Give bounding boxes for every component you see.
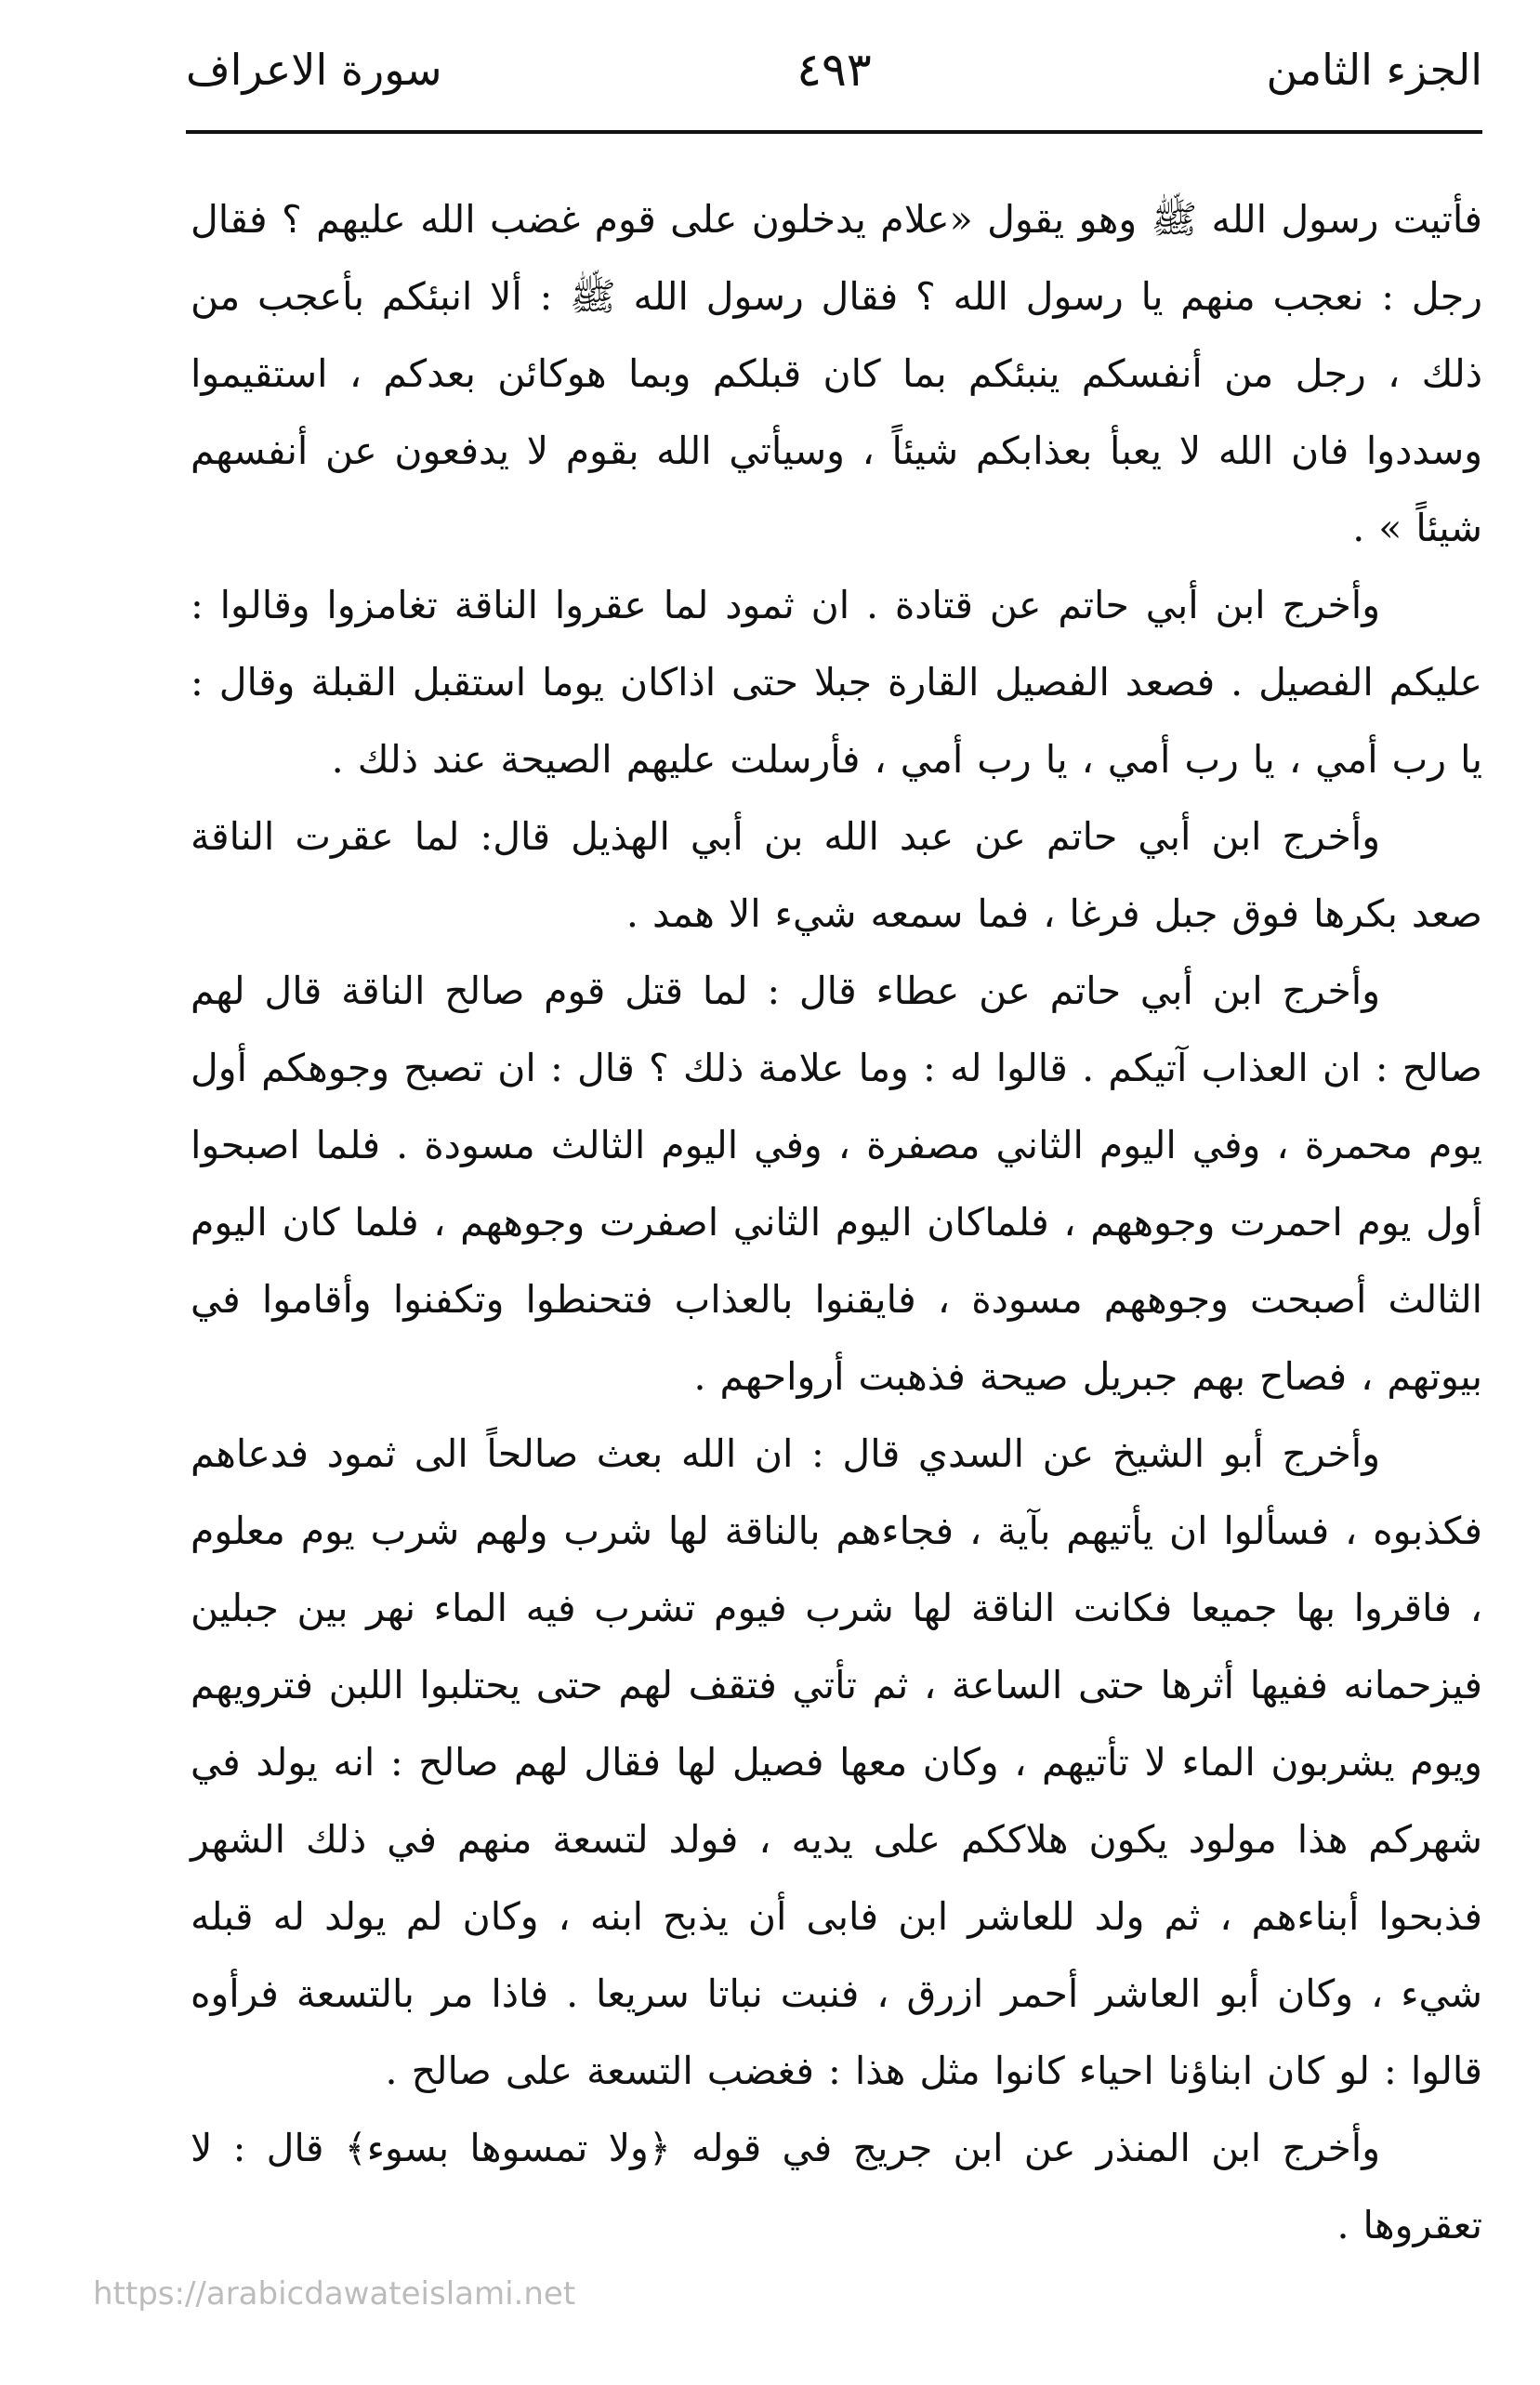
paragraph-ata: وأخرج ابن أبي حاتم عن عطاء قال : لما قتل قوم صالح الناقة قال لهم صالح : ان العذاب آتيكم . قالوا له : وما علامة ذلك ؟ قال : ان تصبح وجوهكم أول يوم محمرة ، وفي اليوم الثاني مصفرة ، وفي اليوم الثالث مسودة . فلما اصبحوا أول يوم احمرت وجوههم ، فلماكان اليوم الثاني اصفرت وجوههم ، فلما كان اليوم الثالث أصبحت وجوههم مسودة ، فايقنوا بالعذاب فتحنطوا وتكفنوا وأقاموا في بيوتهم ، فصاح بهم جبريل صيحة فذهبت أرواحهم . bbox=[191, 968, 1482, 1399]
paragraph-ibn-jurayj: وأخرج ابن المنذر عن ابن جريج في قوله ﴿ولا تمسوها بسوء﴾ قال : لا تعقروها . bbox=[191, 2126, 1482, 2247]
page-number: ٤٩٣ bbox=[796, 43, 872, 97]
paragraph-abu-hudhayl: وأخرج ابن أبي حاتم عن عبد الله بن أبي الهذيل قال: لما عقرت الناقة صعد بكرها فوق جبل فرغا ، فما سمعه شيء الا همد . bbox=[191, 814, 1482, 936]
part-title: الجزء الثامن bbox=[1266, 45, 1482, 95]
paragraph-continuation: فأتيت رسول الله ﷺ وهو يقول «علام يدخلون على قوم غضب الله عليهم ؟ فقال رجل : نعجب منهم يا رسول الله ؟ فقال رسول الله ﷺ : ألا انبئكم بأعجب من ذلك ، رجل من أنفسكم ينبئكم بما كان قبلكم وبما هوكائن بعدكم ، استقيموا وسددوا فان الله لا يعبأ بعذابكم شيئاً ، وسيأتي الله بقوم لا يدفعون عن أنفسهم شيئاً » . bbox=[191, 197, 1482, 550]
paragraph-suddi: وأخرج أبو الشيخ عن السدي قال : ان الله بعث صالحاً الى ثمود فدعاهم فكذبوه ، فسألوا ان يأتيهم بآية ، فجاءهم بالناقة لها شرب ولهم شرب يوم معلوم ، فاقروا بها جميعا فكانت الناقة لها شرب فيوم تشرب فيه الماء نهر بين جبلين فيزحمانه ففيها أثرها حتى الساعة ، ثم تأتي فتقف لهم حتى يحتلبوا اللبن فترويهم ويوم يشربون الماء لا تأتيهم ، وكان معها فصيل لها فقال لهم صالح : انه يولد في شهركم هذا مولود يكون هلاككم على يديه ، فولد لتسعة منهم في ذلك الشهر فذبحوا أبناءهم ، ثم ولد للعاشر ابن فابى أن يذبح ابنه ، وكان لم يولد له قبله شيء ، وكان أبو العاشر أحمر ازرق ، فنبت نباتا سريعا . فاذا مر بالتسعة فرأوه قالوا : لو كان ابناؤنا احياء كانوا مثل هذا : فغضب التسعة على صالح . bbox=[191, 1431, 1482, 2093]
surah-title: سورة الاعراف bbox=[186, 45, 442, 95]
paragraph-qatada: وأخرج ابن أبي حاتم عن قتادة . ان ثمود لما عقروا الناقة تغامزوا وقالوا : عليكم الفصيل . فصعد الفصيل القارة جبلا حتى اذاكان يوما استقبل القبلة وقال : يا رب أمي ، يا رب أمي ، يا رب أمي ، فأرسلت عليهم الصيحة عند ذلك . bbox=[191, 583, 1482, 782]
watermark-url: https://arabicdawateislami.net bbox=[93, 2275, 576, 2313]
page-body bbox=[191, 181, 1482, 2264]
header-divider bbox=[186, 130, 1482, 134]
running-header bbox=[186, 37, 1482, 102]
